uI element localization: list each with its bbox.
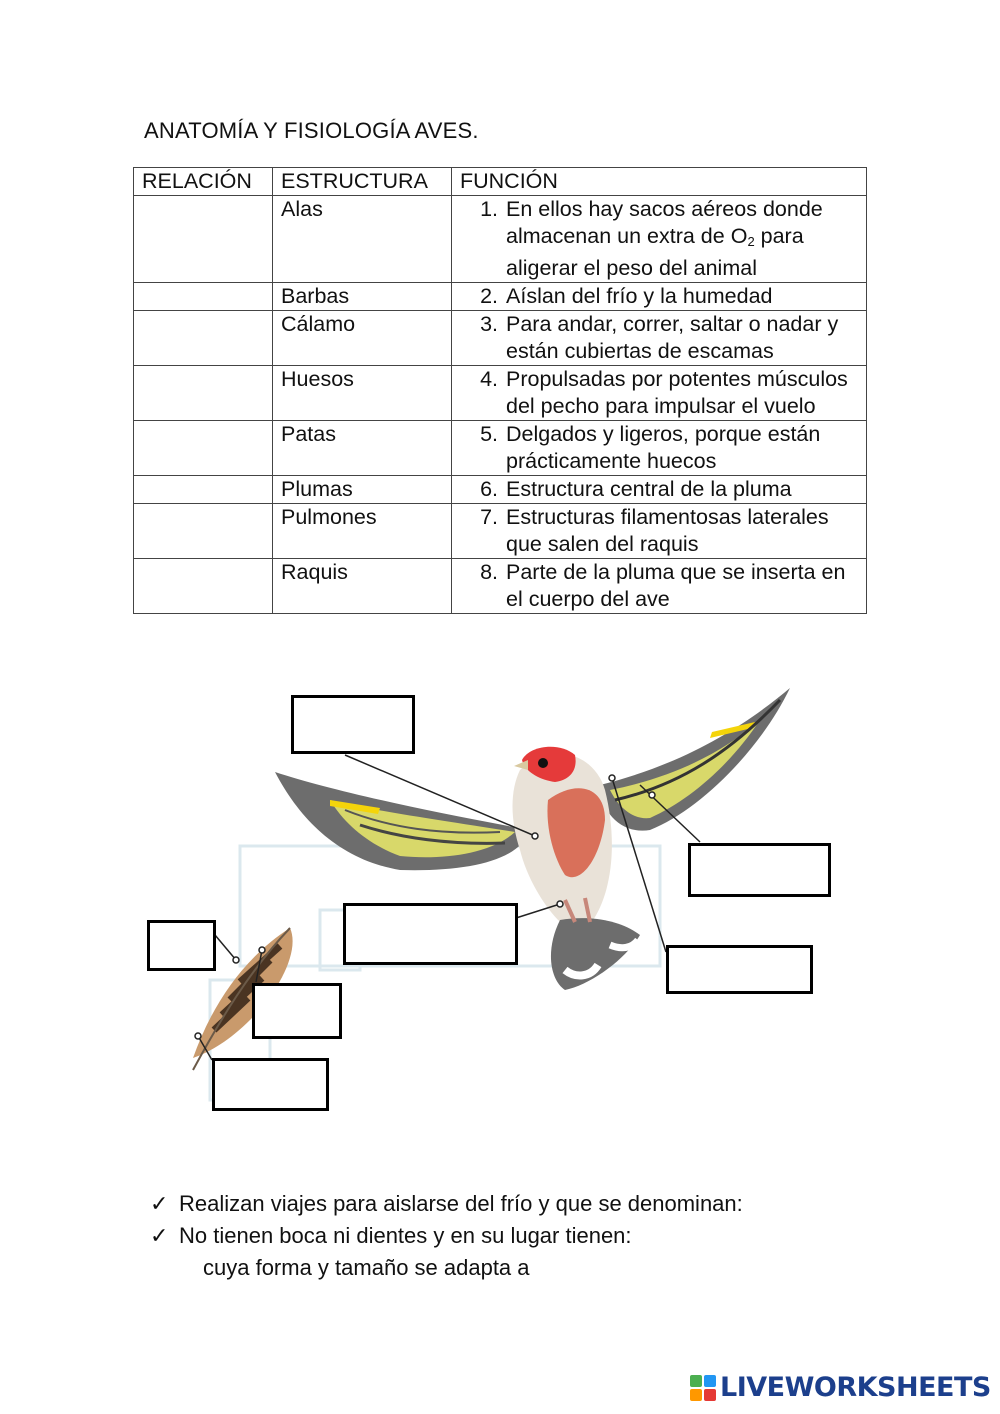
funcion-cell <box>452 366 867 421</box>
estructura-cell: Huesos <box>273 366 452 421</box>
answer-box-4[interactable] <box>666 945 813 994</box>
estructura-cell: Raquis <box>273 559 452 614</box>
checklist-item <box>150 1188 743 1220</box>
table-row <box>134 476 867 504</box>
funcion-text: En ellos hay sacos aéreos donde almacenan un extra de $O_2$ para aligerar el peso del animal <box>506 197 823 280</box>
funcion-number: 3. <box>480 312 498 336</box>
relacion-cell[interactable] <box>134 311 273 366</box>
funcion-cell <box>452 504 867 559</box>
funcion-text: Aíslan del frío y la humedad <box>506 284 773 308</box>
checklist-text: Realizan viajes para aislarse del frío y que se denominan: <box>179 1191 743 1216</box>
liveworksheets-logo <box>690 1372 991 1403</box>
table-header-row <box>134 168 867 196</box>
estructura-cell: Cálamo <box>273 311 452 366</box>
relacion-cell[interactable] <box>134 196 273 283</box>
logo-text: LIVEWORKSHEETS <box>720 1372 991 1403</box>
estructura-cell: Alas <box>273 196 452 283</box>
funcion-cell <box>452 283 867 311</box>
funcion-cell <box>452 421 867 476</box>
check-icon: ✓ <box>150 1223 169 1248</box>
relacion-cell[interactable] <box>134 283 273 311</box>
funcion-number: 1. <box>480 197 498 221</box>
funcion-text: Para andar, correr, saltar o nadar y están cubiertas de escamas <box>506 312 839 363</box>
table-row <box>134 421 867 476</box>
funcion-text: Estructuras filamentosas laterales que salen del raquis <box>506 505 829 556</box>
page-title: ANATOMÍA Y FISIOLOGÍA AVES. <box>144 118 479 143</box>
estructura-cell: Patas <box>273 421 452 476</box>
funcion-text: Delgados y ligeros, porque están prácticamente huecos <box>506 422 821 473</box>
check-icon: ✓ <box>150 1191 169 1216</box>
funcion-number: 6. <box>480 477 498 501</box>
answer-box-2[interactable] <box>688 843 831 897</box>
answer-box-3[interactable] <box>343 903 518 965</box>
funcion-number: 8. <box>480 560 498 584</box>
answer-box-7[interactable] <box>212 1058 329 1111</box>
bird-right-wing <box>600 688 790 831</box>
logo-icon <box>690 1375 716 1401</box>
funcion-number: 4. <box>480 367 498 391</box>
header-relacion: RELACIÓN <box>134 168 273 196</box>
checklist-item <box>150 1220 743 1252</box>
funcion-cell <box>452 311 867 366</box>
estructura-cell: Pulmones <box>273 504 452 559</box>
funcion-cell <box>452 196 867 283</box>
answer-box-6[interactable] <box>252 983 342 1039</box>
table-row <box>134 311 867 366</box>
answer-box-1[interactable] <box>291 695 415 754</box>
funcion-number: 2. <box>480 284 498 308</box>
funcion-text: Parte de la pluma que se inserta en el cuerpo del ave <box>506 560 846 611</box>
funcion-cell <box>452 476 867 504</box>
checklist <box>150 1188 743 1284</box>
table-row <box>134 504 867 559</box>
table-row <box>134 559 867 614</box>
estructura-cell: Plumas <box>273 476 452 504</box>
checklist-continuation: cuya forma y tamaño se adapta a <box>203 1255 530 1280</box>
relacion-cell[interactable] <box>134 476 273 504</box>
table-row <box>134 196 867 283</box>
relacion-cell[interactable] <box>134 504 273 559</box>
estructura-cell: Barbas <box>273 283 452 311</box>
relacion-cell[interactable] <box>134 559 273 614</box>
answer-box-5[interactable] <box>147 920 216 971</box>
funcion-text: Propulsadas por potentes músculos del pecho para impulsar el vuelo <box>506 367 848 418</box>
funcion-text: Estructura central de la pluma <box>506 477 792 501</box>
relacion-cell[interactable] <box>134 421 273 476</box>
anatomy-table <box>133 167 867 614</box>
header-funcion: FUNCIÓN <box>452 168 867 196</box>
funcion-cell <box>452 559 867 614</box>
relacion-cell[interactable] <box>134 366 273 421</box>
checklist-text: No tienen boca ni dientes y en su lugar tienen: <box>179 1223 632 1248</box>
header-estructura: ESTRUCTURA <box>273 168 452 196</box>
funcion-number: 7. <box>480 505 498 529</box>
table-row <box>134 366 867 421</box>
bird-diagram <box>0 660 1000 1140</box>
table-row <box>134 283 867 311</box>
bird-left-wing <box>275 772 530 870</box>
funcion-number: 5. <box>480 422 498 446</box>
